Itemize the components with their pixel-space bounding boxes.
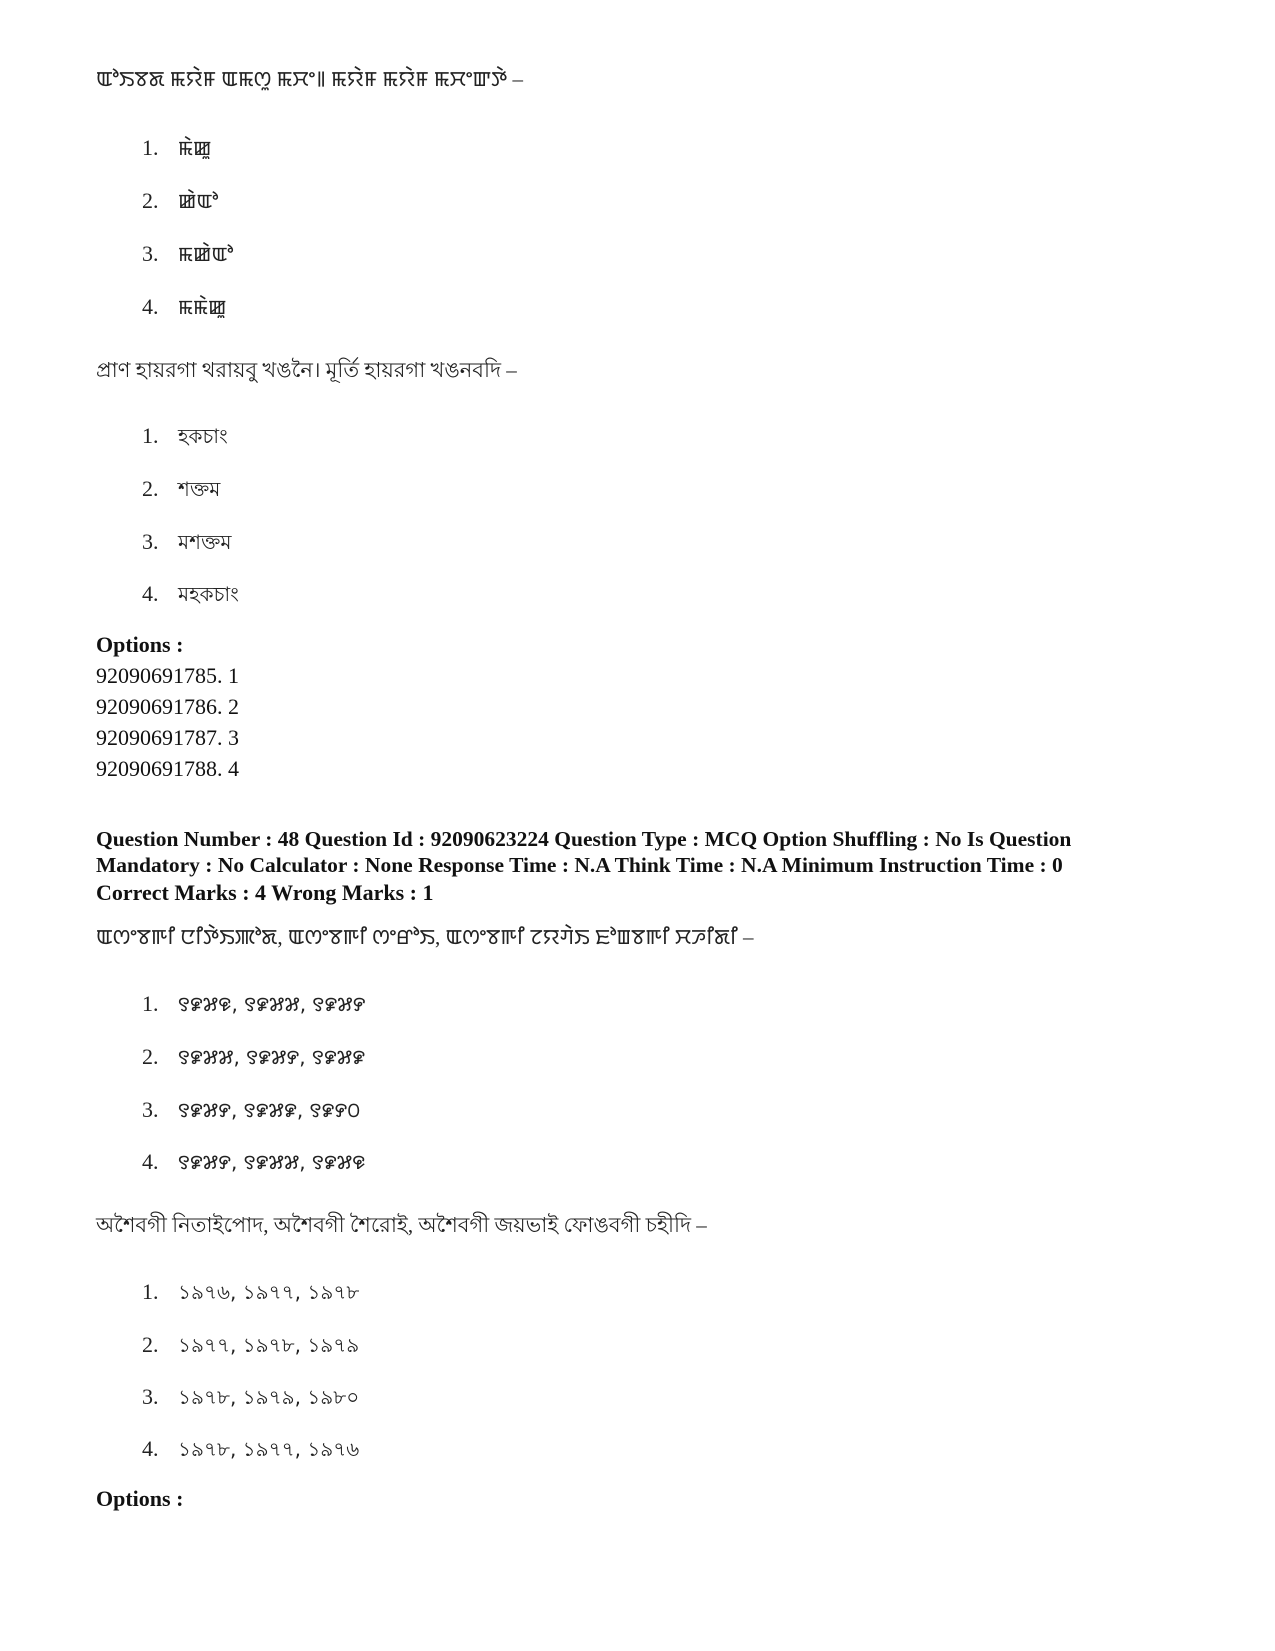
- option-id-item: 92090691787. 3: [96, 725, 239, 750]
- option-item: 4. মহকচাং: [142, 581, 239, 606]
- option-item: 3. মশক্তম: [142, 529, 232, 554]
- marks-line: Correct Marks : 4 Wrong Marks : 1: [96, 880, 434, 905]
- options-heading: Options :: [96, 632, 184, 657]
- question-text-bengali-1: প্রাণ হায়রগা থরায়বু খঙনৈ। মূর্তি হায়রগা খঙনবদি –: [96, 358, 517, 382]
- option-item: 3. ১৯৭৮, ১৯৭৯, ১৯৮০: [142, 1384, 360, 1409]
- option-item: 4. ꯃꯃꯥꯀꯨ: [142, 294, 227, 319]
- option-id-item: 92090691785. 1: [96, 663, 239, 688]
- option-id-item: 92090691786. 2: [96, 694, 239, 719]
- option-item: 3. ꯱꯹꯷꯸, ꯱꯹꯷꯹, ꯱꯹꯸꯰: [142, 1097, 361, 1122]
- option-item: 1. ꯃꯥꯀꯨ: [142, 135, 212, 160]
- option-item: 2. ১৯৭৭, ১৯৭৮, ১৯৭৯: [142, 1332, 360, 1357]
- question-text-meitei-1: ꯑꯣꯏꯕꯗ ꯃꯌꯥꯝ ꯑꯃꯁꯨ ꯃꯆꯦ꯫ ꯃꯌꯥꯝ ꯃꯌꯥꯝ ꯃꯆꯦꯛꯇꯥ –: [96, 67, 523, 91]
- option-item: 4. ꯱꯹꯷꯸, ꯱꯹꯷꯷, ꯱꯹꯷꯶: [142, 1149, 366, 1174]
- option-item: 1. ꯱꯹꯷꯶, ꯱꯹꯷꯷, ꯱꯹꯷꯸: [142, 991, 366, 1016]
- options-heading: Options :: [96, 1486, 184, 1511]
- option-item: 1. হকচাং: [142, 423, 228, 448]
- option-item: 4. ১৯৭৮, ১৯৭৭, ১৯৭৬: [142, 1436, 360, 1461]
- option-item: 3. ꯃꯀꯥꯑꯣ: [142, 241, 234, 266]
- option-item: 1. ১৯৭৬, ১৯৭৭, ১৯৭৮: [142, 1279, 360, 1304]
- question-meta: [96, 826, 1196, 878]
- question-meta-line: Mandatory : No Calculator : None Response Time : N.A Think Time : N.A Minimum Instruction Time : 0: [96, 853, 1063, 877]
- question-meta-line: Question Number : 48 Question Id : 92090623224 Question Type : MCQ Option Shuffling : No Is Question: [96, 827, 1072, 851]
- question-text-meitei-2: ꯑꯁꯦꯕꯒꯤ ꯅꯤꯇꯥꯏꯄꯣꯗ, ꯑꯁꯦꯕꯒꯤ ꯁꯦꯔꯣꯏ, ꯑꯁꯦꯕꯒꯤ ꯖꯌꯚꯥꯏ ꯐꯣꯡꯕꯒꯤ ꯆꯍꯤꯗꯤ –: [96, 925, 754, 949]
- option-item: 2. ꯱꯹꯷꯷, ꯱꯹꯷꯸, ꯱꯹꯷꯹: [142, 1044, 366, 1069]
- option-item: 2. শক্তম: [142, 476, 221, 501]
- option-item: 2. ꯀꯥꯑꯣ: [142, 188, 219, 213]
- option-id-item: 92090691788. 4: [96, 756, 239, 781]
- question-text-bengali-2: অশৈবগী নিতাইপোদ, অশৈবগী শৈরোই, অশৈবগী জয়ভাই ফোঙবগী চহীদি –: [96, 1213, 707, 1237]
